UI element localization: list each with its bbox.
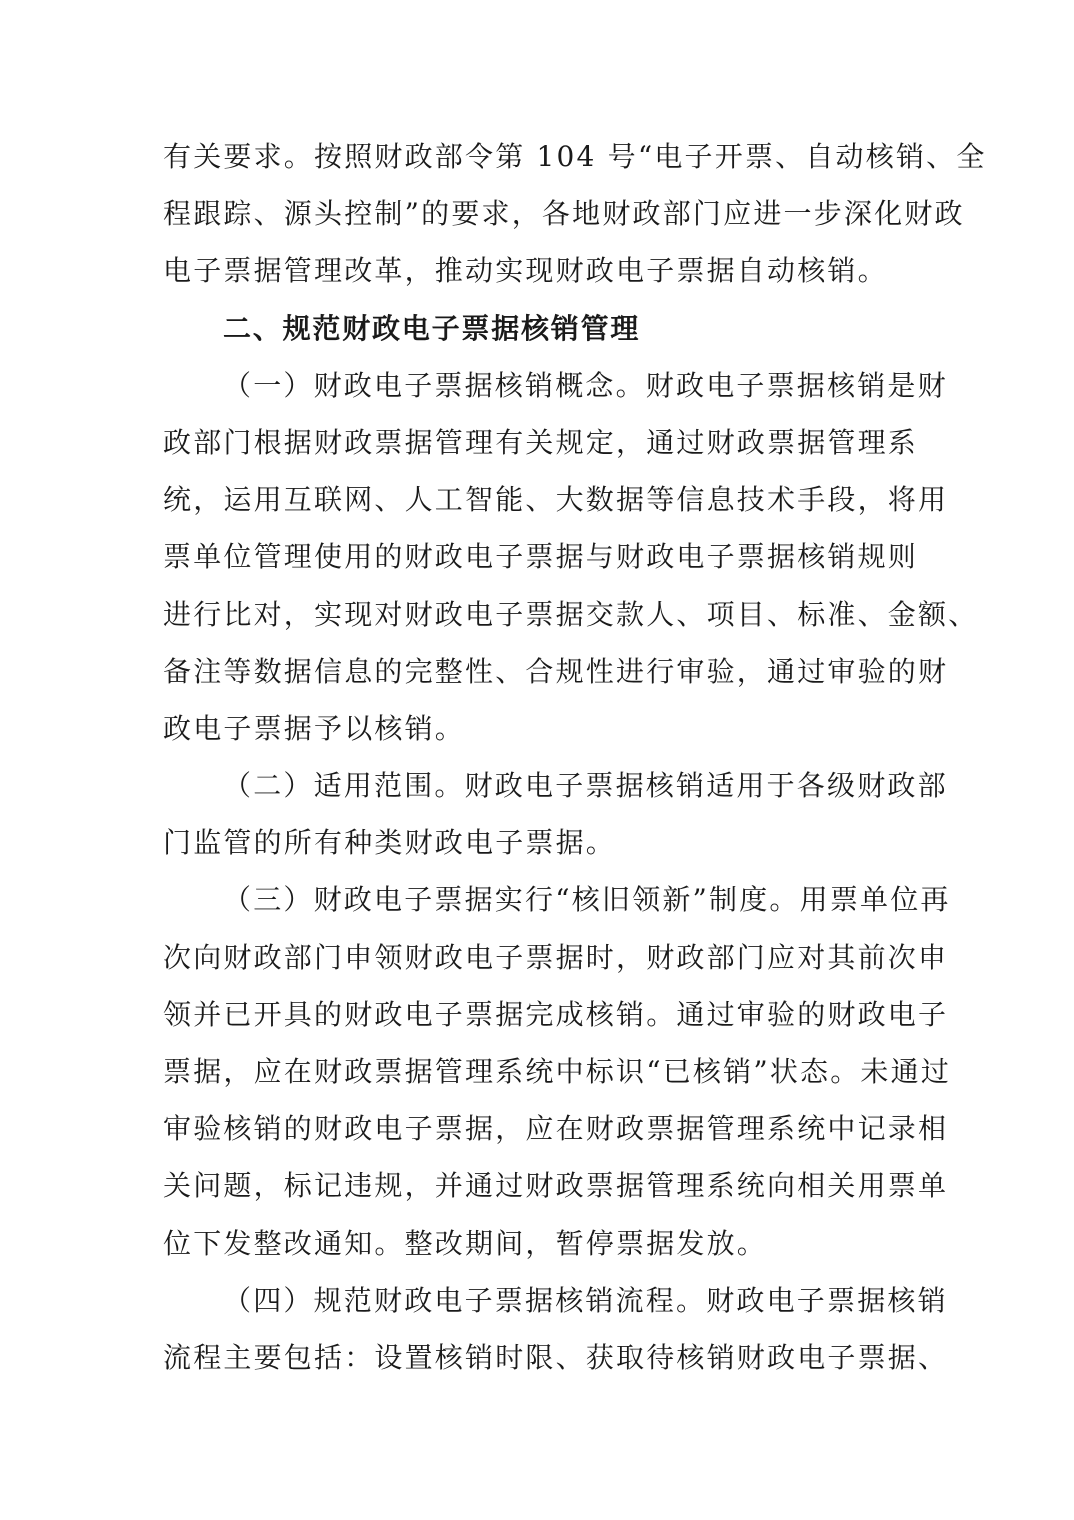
paragraph-line: 程跟踪、源头控制”的要求，各地财政部门应进一步深化财政 — [163, 197, 965, 231]
paragraph-line: 备注等数据信息的完整性、合规性进行审验，通过审验的财 — [163, 654, 949, 688]
paragraph-line: 政电子票据予以核销。 — [163, 711, 466, 745]
paragraph-line: （一）财政电子票据核销概念。财政电子票据核销是财 — [223, 368, 948, 402]
paragraph-line: 次向财政部门申领财政电子票据时，财政部门应对其前次申 — [163, 940, 949, 974]
paragraph-line: 统，运用互联网、人工智能、大数据等信息技术手段，将用 — [163, 483, 949, 517]
paragraph-line: 流程主要包括：设置核销时限、获取待核销财政电子票据、 — [163, 1340, 949, 1374]
paragraph-line: 票单位管理使用的财政电子票据与财政电子票据核销规则 — [163, 540, 919, 574]
section-heading: 二、规范财政电子票据核销管理 — [223, 311, 641, 345]
paragraph-line: 电子票据管理改革，推动实现财政电子票据自动核销。 — [163, 254, 888, 288]
paragraph-line: 审验核销的财政电子票据，应在财政票据管理系统中记录相 — [163, 1112, 949, 1146]
paragraph-line: 政部门根据财政票据管理有关规定，通过财政票据管理系 — [163, 425, 919, 459]
paragraph-line: （三）财政电子票据实行“核旧领新”制度。用票单位再 — [223, 883, 951, 917]
paragraph-line: 关问题，标记违规，并通过财政票据管理系统向相关用票单 — [163, 1169, 949, 1203]
paragraph-line: 门监管的所有种类财政电子票据。 — [163, 826, 617, 860]
paragraph-line: 票据，应在财政票据管理系统中标识“已核销”状态。未通过 — [163, 1055, 952, 1088]
paragraph-line: 领并已开具的财政电子票据完成核销。通过审验的财政电子 — [163, 997, 949, 1031]
paragraph-line: 有关要求。按照财政部令第 104 号“电子开票、自动核销、全 — [163, 140, 987, 173]
paragraph-line: 位下发整改通知。整改期间，暂停票据发放。 — [163, 1226, 768, 1260]
paragraph-line: 进行比对，实现对财政电子票据交款人、项目、标准、金额、 — [163, 597, 979, 631]
paragraph-line: （二）适用范围。财政电子票据核销适用于各级财政部 — [223, 769, 948, 803]
paragraph-line: （四）规范财政电子票据核销流程。财政电子票据核销 — [223, 1283, 948, 1317]
document-body — [163, 128, 987, 1386]
